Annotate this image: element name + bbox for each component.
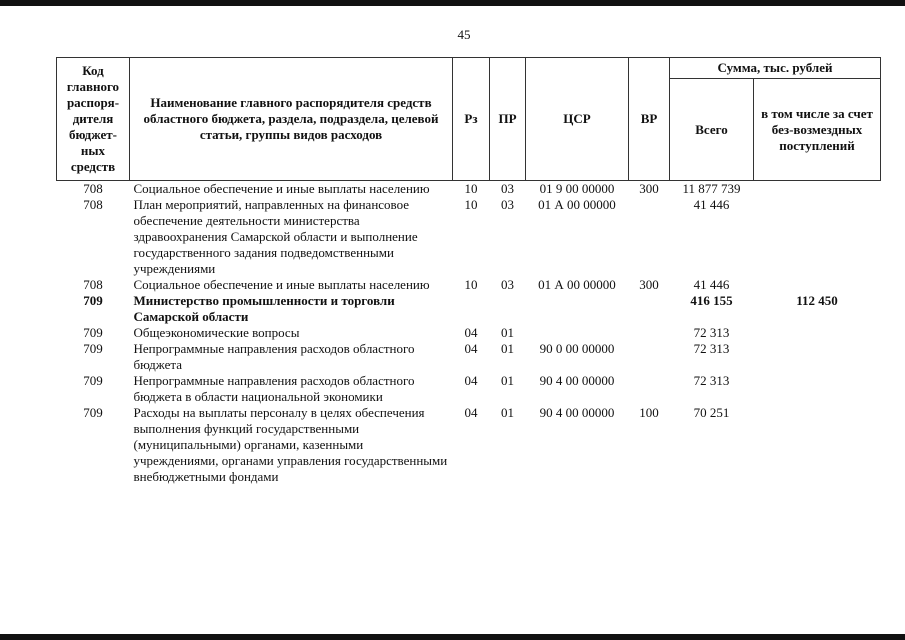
row-vr: 300 (639, 181, 659, 196)
row-vr (629, 293, 670, 325)
row-total: 72 313 (693, 373, 730, 388)
row-rz: 04 (464, 373, 478, 388)
row-code: 709 (83, 373, 103, 388)
bottom-border (0, 634, 905, 640)
row-csr: 90 4 00 00000 (539, 373, 615, 388)
row-name: Общеэкономические вопросы (133, 325, 300, 340)
row-incl: 112 450 (796, 293, 838, 308)
header-pr: ПР (490, 58, 526, 181)
row-csr: 01 А 00 00000 (538, 197, 616, 212)
row-code: 709 (83, 325, 103, 340)
row-name: План мероприятий, направленных на финансовое обеспечение деятельности министерства здравоохранения Самарской области и выполнение государственного задания подведомственными учреждениями (133, 197, 418, 276)
page-number: 45 (457, 27, 471, 42)
header-sum: Сумма, тыс. рублей (670, 58, 881, 79)
table-body (57, 181, 881, 486)
row-incl (754, 341, 881, 373)
header-vr: ВР (629, 58, 670, 181)
row-pr: 03 (501, 197, 514, 212)
header-csr: ЦСР (526, 58, 629, 181)
row-rz: 04 (464, 405, 478, 420)
row-incl (754, 405, 881, 485)
header-code: Код главного распоря-дителя бюджет-ных средств (57, 58, 130, 181)
row-incl (754, 197, 881, 277)
row-pr: 03 (501, 181, 514, 196)
row-vr (629, 373, 670, 405)
row-code: 708 (83, 197, 103, 212)
row-code: 708 (83, 181, 103, 196)
table-row (57, 277, 881, 293)
table-row (57, 341, 881, 373)
row-rz (453, 293, 490, 325)
row-csr (526, 293, 629, 325)
row-vr (629, 325, 670, 341)
row-name: Расходы на выплаты персоналу в целях обеспечения выполнения функций государственными (муниципальными) органами, казенными учреждениями, органами управления государственными внебюджетными фондами (133, 405, 448, 484)
row-total: 41 446 (693, 197, 730, 212)
row-total: 70 251 (693, 405, 730, 420)
row-total: 72 313 (693, 341, 730, 356)
row-name: Социальное обеспечение и иные выплаты населению (133, 277, 430, 292)
header-name: Наименование главного распорядителя средств областного бюджета, раздела, подраздела, целевой статьи, группы видов расходов (130, 58, 453, 181)
row-vr (629, 341, 670, 373)
budget-table (56, 57, 881, 485)
row-rz: 10 (464, 197, 478, 212)
row-code: 708 (83, 277, 103, 292)
row-total: 41 446 (693, 277, 730, 292)
row-rz: 10 (464, 181, 478, 196)
row-rz: 04 (464, 341, 478, 356)
row-incl (754, 181, 881, 198)
table-row (57, 197, 881, 277)
header-total: Всего (670, 79, 754, 181)
row-name: Непрограммные направления расходов областного бюджета в области национальной экономики (133, 373, 415, 404)
row-rz: 10 (464, 277, 478, 292)
row-pr: 03 (501, 277, 514, 292)
row-name: Непрограммные направления расходов областного бюджета (133, 341, 415, 372)
row-pr: 01 (501, 405, 514, 420)
row-rz: 04 (464, 325, 478, 340)
table-row (57, 293, 881, 325)
row-csr: 01 А 00 00000 (538, 277, 616, 292)
top-border (0, 0, 905, 6)
table-row (57, 325, 881, 341)
row-csr: 90 4 00 00000 (539, 405, 615, 420)
row-incl (754, 325, 881, 341)
table-row (57, 405, 881, 485)
row-vr: 300 (639, 277, 659, 292)
row-total: 72 313 (693, 325, 730, 340)
row-code: 709 (83, 293, 103, 308)
row-code: 709 (83, 341, 103, 356)
row-pr: 01 (501, 373, 514, 388)
row-csr: 01 9 00 00000 (539, 181, 615, 196)
header-incl: в том числе за счет без-возмездных поступлений (754, 79, 881, 181)
row-vr (629, 197, 670, 277)
row-pr: 01 (501, 325, 514, 340)
row-code: 709 (83, 405, 103, 420)
row-name: Министерство промышленности и торговли Самарской области (133, 293, 395, 324)
table-row (57, 373, 881, 405)
table-row (57, 181, 881, 198)
row-pr: 01 (501, 341, 514, 356)
row-csr: 90 0 00 00000 (539, 341, 615, 356)
row-vr: 100 (639, 405, 659, 420)
row-csr (526, 325, 629, 341)
row-total: 11 877 739 (682, 181, 741, 196)
header-rz: Рз (453, 58, 490, 181)
row-pr (490, 293, 526, 325)
row-total: 416 155 (690, 293, 733, 308)
row-name: Социальное обеспечение и иные выплаты населению (133, 181, 430, 196)
row-incl (754, 373, 881, 405)
row-incl (754, 277, 881, 293)
